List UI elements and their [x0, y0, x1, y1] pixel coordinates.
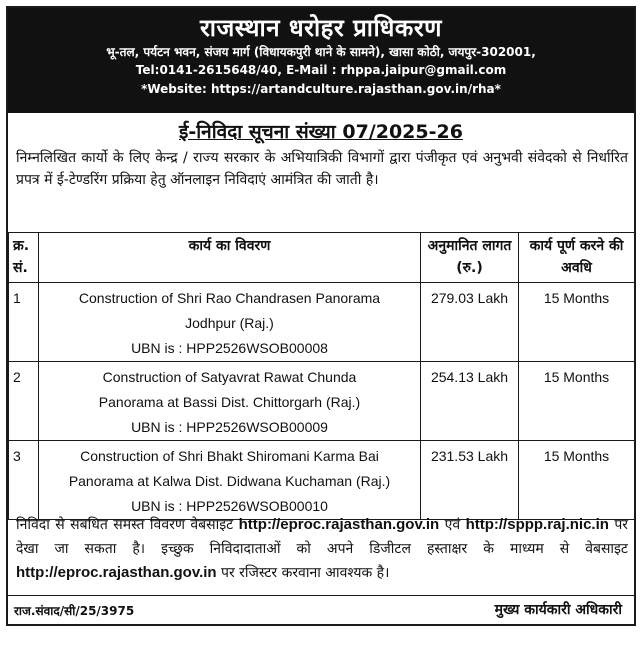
work-ubn: UBN is : HPP2526WSOB00008	[131, 340, 328, 356]
row-cost: 231.53 Lakh	[421, 441, 519, 520]
work-title-line1: Construction of Shri Bhakt Shiromani Karma Bai	[80, 448, 379, 464]
notice-title: ई-निविदा सूचना संख्या 07/2025-26	[179, 121, 463, 143]
table-header-row	[9, 233, 635, 283]
header-serial: क्र. सं.	[9, 233, 39, 283]
work-title-line1: Construction of Shri Rao Chandrasen Panorama	[78, 290, 381, 306]
footer-bar	[8, 595, 634, 624]
work-ubn: UBN is : HPP2526WSOB00009	[131, 419, 328, 435]
row-duration: 15 Months	[519, 362, 635, 441]
row-description	[39, 283, 421, 362]
row-description	[39, 362, 421, 441]
footer-text-c: पर देखा जा सकता है। इच्छुक निविदादाताओं को अपने डिजीटल हस्ताक्षर के माध्यम से वेबसाइट	[16, 517, 629, 557]
website-line[interactable]: *Website: https://artandculture.rajasthan.gov.in/rha*	[141, 82, 501, 96]
work-title-line2: Panorama at Bassi Dist. Chittorgarh (Raj.)	[98, 394, 361, 410]
signatory: मुख्य कार्यकारी अधिकारी	[494, 602, 622, 618]
footer-text-a: निविदा से सबधित समस्त विवरण वेबसाइट	[16, 517, 234, 533]
table-row	[9, 362, 635, 441]
row-cost: 279.03 Lakh	[421, 283, 519, 362]
row-serial: 2	[9, 362, 39, 441]
row-serial: 1	[9, 283, 39, 362]
work-ubn: UBN is : HPP2526WSOB00010	[131, 498, 328, 514]
table-row	[9, 441, 635, 520]
email-label: E-Mail :	[286, 63, 337, 77]
eproc-link[interactable]: http://eproc.rajasthan.gov.in	[238, 516, 440, 533]
footer-text-d: पर रजिस्टर करवाना आवश्यक है।	[221, 565, 390, 581]
header-duration: कार्य पूर्ण करने की अवधि	[519, 233, 635, 283]
work-title-line1: Construction of Satyavrat Rawat Chunda	[102, 369, 357, 385]
footer-text-b: एवं	[444, 517, 461, 533]
row-serial: 3	[9, 441, 39, 520]
sppp-link[interactable]: http://sppp.raj.nic.in	[465, 516, 609, 533]
work-title-line2: Panorama at Kalwa Dist. Didwana Kuchaman (Raj.)	[68, 473, 391, 489]
table-row	[9, 283, 635, 362]
footer-paragraph	[8, 513, 634, 585]
header-description: कार्य का विवरण	[39, 233, 421, 283]
notice-intro: निम्नलिखित कार्यो के लिए केन्द्र / राज्य सरकार के अभियात्रिकी विभागों द्वारा पंजीकृत एवं अनुभवी संवेदको से निर्धारित प्रपत्र में ई-टेण्डरिंग प्रक्रिया हेतु ऑनलाइन निविदाएं आमंत्रित की जाती है।	[16, 150, 628, 188]
eproc-link-2[interactable]: http://eproc.rajasthan.gov.in	[16, 564, 217, 581]
header-cost: अनुमानित लागत (रु.)	[421, 233, 519, 283]
row-duration: 15 Months	[519, 283, 635, 362]
works-table	[8, 232, 635, 520]
org-name: राजस्थान धरोहर प्राधिकरण	[199, 14, 443, 42]
work-title-line2: Jodhpur (Raj.)	[185, 315, 274, 331]
row-cost: 254.13 Lakh	[421, 362, 519, 441]
reference-number: राज.संवाद/सी/25/3975	[14, 604, 135, 618]
contact-line	[8, 61, 634, 80]
org-address: भू-तल, पर्यटन भवन, संजय मार्ग (विधायकपुरी थाने के सामने), खासा कोठी, जयपुर-302001,	[106, 45, 536, 59]
tender-notice	[6, 6, 636, 626]
tel-number: 0141-2615648/40,	[159, 63, 282, 77]
email-address[interactable]: rhppa.jaipur@gmail.com	[340, 63, 507, 77]
row-duration: 15 Months	[519, 441, 635, 520]
row-description	[39, 441, 421, 520]
header-banner	[8, 8, 634, 113]
tel-label: Tel:	[135, 63, 160, 77]
